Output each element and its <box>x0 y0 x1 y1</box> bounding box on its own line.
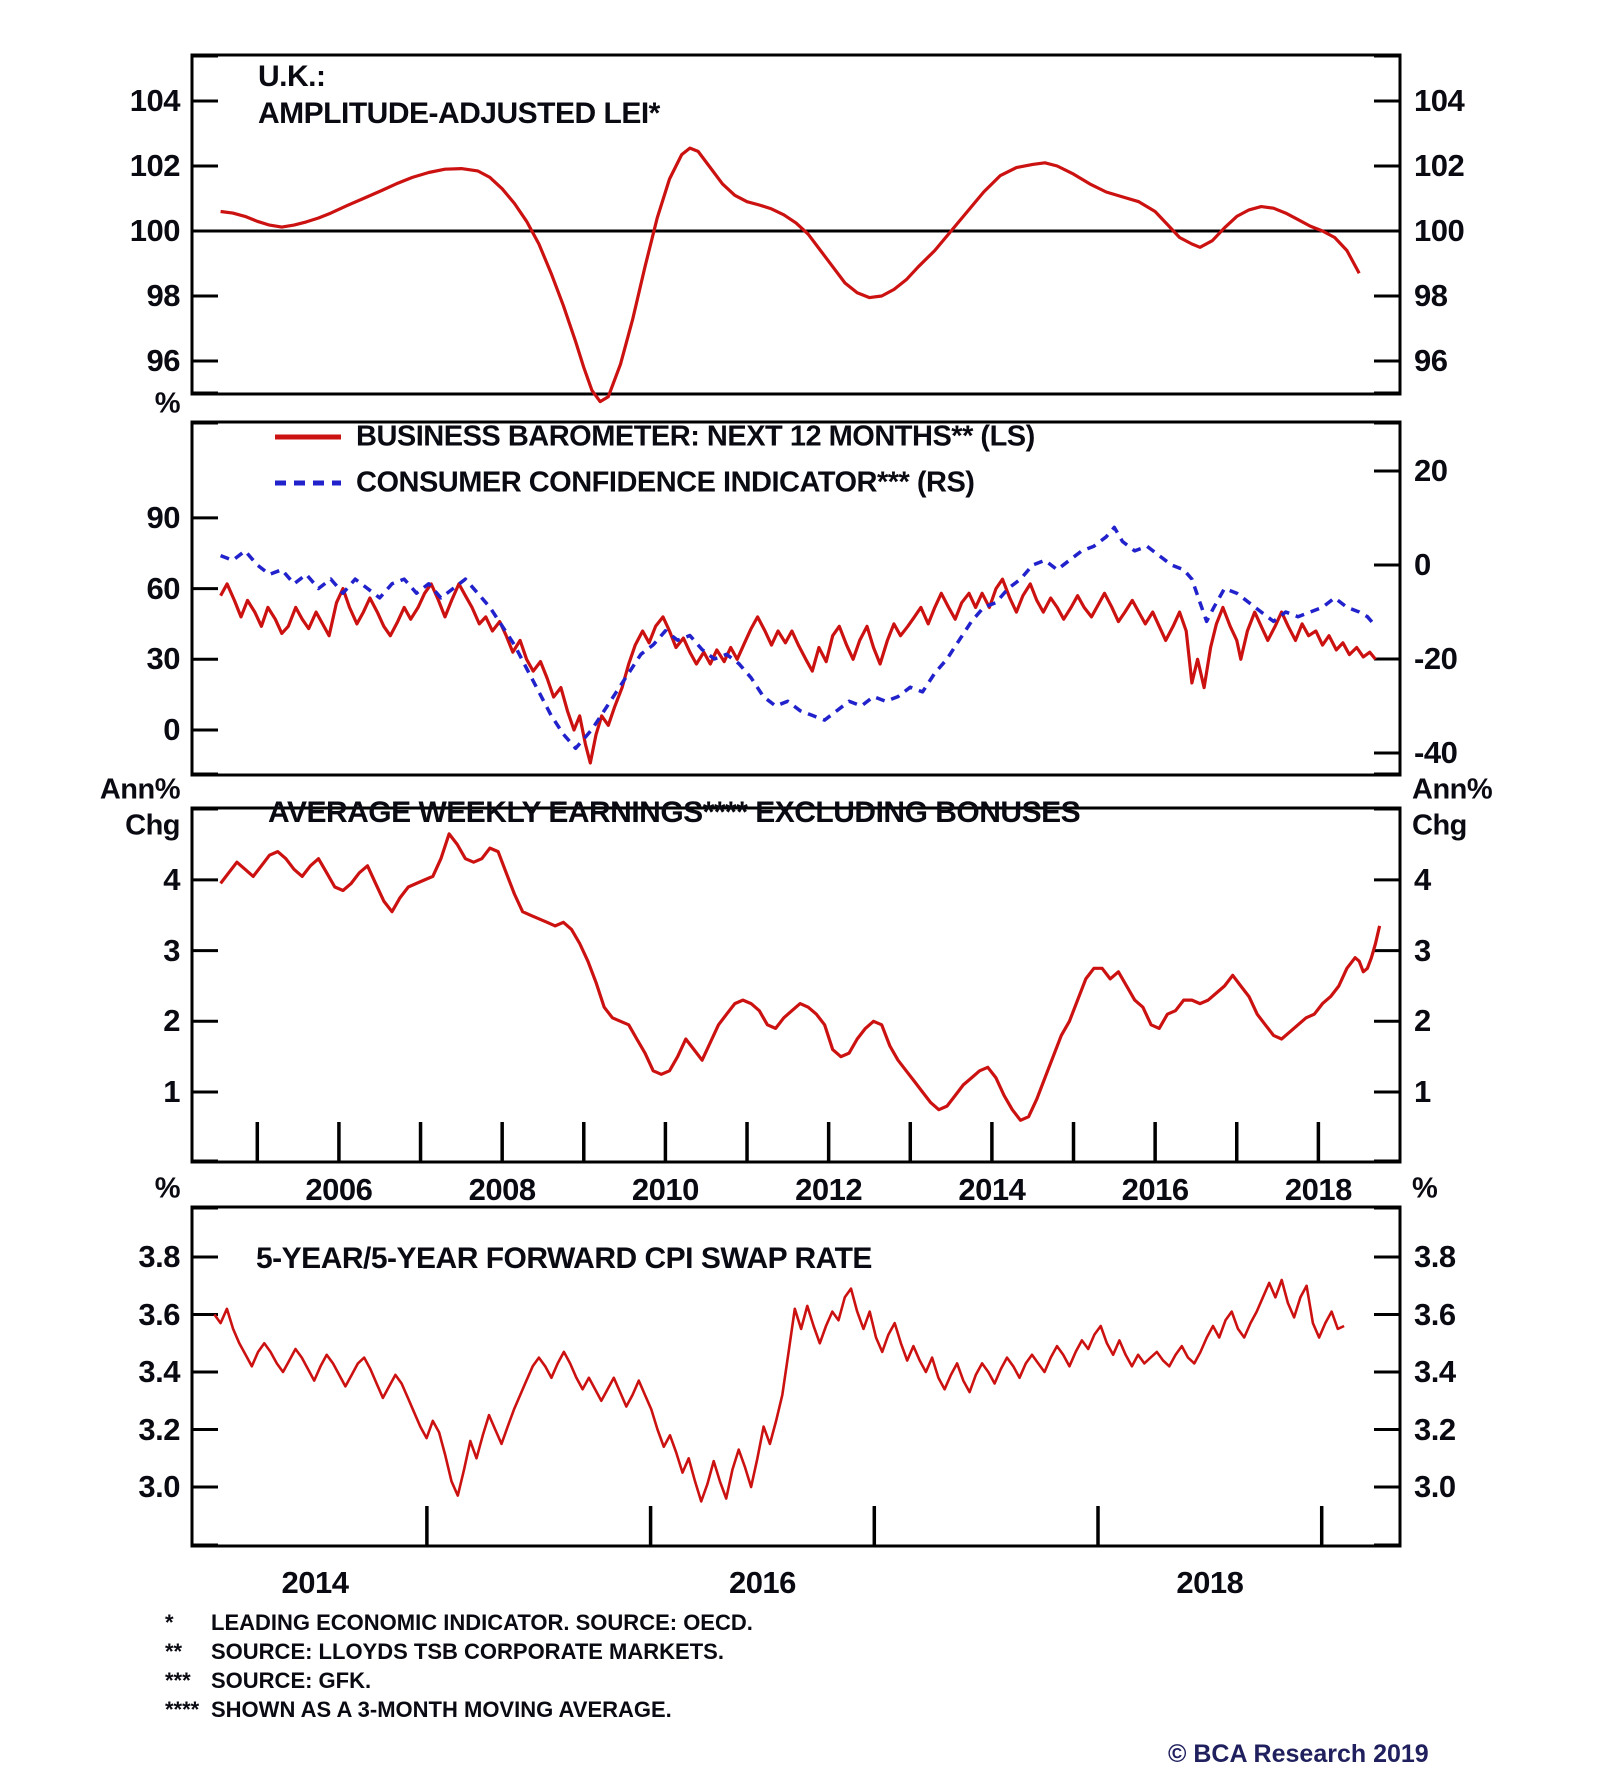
panel1-right-tick-label: 100 <box>1414 213 1465 248</box>
panel4-right-tick-label: 3.6 <box>1414 1296 1456 1332</box>
series-line-blue-dashed <box>221 527 1376 748</box>
panel3-left-axis-unit: Ann% <box>99 773 180 806</box>
footnote-2 <box>165 1639 724 1665</box>
panel4-right-tick-label: 3.2 <box>1414 1411 1456 1447</box>
panel4-left-tick-label: 3.0 <box>138 1469 180 1504</box>
panel4-right-tick-label: 3.0 <box>1414 1469 1456 1504</box>
panel2-right-tick-label: -20 <box>1414 641 1458 676</box>
panel1-left-tick-label: 100 <box>129 213 180 248</box>
panel2-right-tick-label: -40 <box>1414 735 1458 770</box>
panel3-right-tick-label: 4 <box>1414 861 1431 897</box>
footnote-3 <box>165 1668 371 1694</box>
panel1-right-tick-label: 98 <box>1414 278 1448 313</box>
panel2-left-axis-unit: % <box>154 387 180 420</box>
panel3-x-axis-label: 2006 <box>305 1172 373 1207</box>
panel3-right-axis-unit: Chg <box>1412 809 1467 842</box>
panel3-left-axis-unit: Chg <box>125 809 180 842</box>
panel4-right-axis-unit: % <box>1412 1172 1438 1205</box>
footnote-4-marker: **** <box>165 1697 200 1722</box>
copyright-notice: © BCA Research 2019 <box>1168 1740 1429 1768</box>
panel3-frame <box>192 808 1400 1162</box>
panel3-left-tick-label: 1 <box>163 1074 180 1109</box>
panel1-title <box>258 58 660 132</box>
panel3-left-tick-label: 3 <box>163 932 180 968</box>
panel4-left-axis-unit: % <box>154 1172 180 1205</box>
panel1-title-line1: U.K.: <box>258 60 326 93</box>
panel4-x-axis-label: 2014 <box>281 1565 349 1600</box>
footnote-1-text: LEADING ECONOMIC INDICATOR. SOURCE: OECD. <box>211 1610 753 1635</box>
footnote-3-text: SOURCE: GFK. <box>211 1668 372 1693</box>
panel3-right-tick-label: 2 <box>1414 1003 1431 1039</box>
panel4-x-axis-label: 2016 <box>728 1565 796 1600</box>
panel4-left-tick-label: 3.6 <box>138 1296 180 1332</box>
panel4-left-tick-label: 3.4 <box>138 1354 180 1389</box>
footnote-1 <box>165 1610 753 1636</box>
panel2-left-tick-label: 60 <box>146 570 180 606</box>
panel3-x-axis-label: 2008 <box>468 1172 536 1207</box>
series-line-red-solid <box>221 148 1360 402</box>
panel1-right-tick-label: 96 <box>1414 343 1448 378</box>
panel3-x-axis-label: 2018 <box>1284 1172 1352 1207</box>
panel3-x-axis-label: 2016 <box>1121 1172 1189 1207</box>
panel3-x-axis-label: 2012 <box>795 1172 863 1207</box>
panel3-title: AVERAGE WEEKLY EARNINGS**** EXCLUDING BONUSES <box>268 796 1081 829</box>
panel1-right-tick-label: 102 <box>1414 148 1465 183</box>
series-line-red-solid <box>214 1280 1344 1501</box>
panel2-left-tick-label: 90 <box>146 499 180 535</box>
panel1-left-tick-label: 104 <box>129 83 180 118</box>
panel3-x-axis-label: 2014 <box>958 1172 1026 1207</box>
panel3-x-axis-label: 2010 <box>631 1172 699 1207</box>
panel3-right-tick-label: 3 <box>1414 932 1431 968</box>
series-line-red-solid <box>221 834 1380 1120</box>
footnote-3-marker: *** <box>165 1668 191 1693</box>
footnote-1-marker: * <box>165 1610 174 1635</box>
panel4-right-tick-label: 3.4 <box>1414 1354 1456 1389</box>
panel2-left-tick-label: 30 <box>146 641 180 677</box>
panel2-left-tick-label: 0 <box>163 712 180 747</box>
footnote-4 <box>165 1697 672 1723</box>
footnote-2-marker: ** <box>165 1639 183 1664</box>
panel1-right-tick-label: 104 <box>1414 83 1465 118</box>
panel4-right-tick-label: 3.8 <box>1414 1239 1456 1274</box>
panel1-left-tick-label: 96 <box>146 343 180 378</box>
footnote-2-text: SOURCE: LLOYDS TSB CORPORATE MARKETS. <box>211 1639 724 1664</box>
legend-swatch-solid-red <box>275 435 341 440</box>
panel4-left-tick-label: 3.8 <box>138 1239 180 1274</box>
panel4-title: 5-YEAR/5-YEAR FORWARD CPI SWAP RATE <box>256 1242 872 1275</box>
legend-label-consumer-confidence: CONSUMER CONFIDENCE INDICATOR*** (RS) <box>356 466 975 499</box>
panel2-right-tick-label: 0 <box>1414 547 1431 582</box>
panel3-right-axis-unit: Ann% <box>1412 773 1493 806</box>
legend-swatch-dashed-blue <box>275 481 341 486</box>
panel1-left-tick-label: 102 <box>129 148 180 183</box>
panel3-left-tick-label: 4 <box>163 861 180 897</box>
panel1-title-line2: AMPLITUDE-ADJUSTED LEI* <box>258 97 660 130</box>
panel3-left-tick-label: 2 <box>163 1003 180 1039</box>
panel1-left-tick-label: 98 <box>146 278 180 313</box>
panel3-right-tick-label: 1 <box>1414 1074 1431 1109</box>
panel4-left-tick-label: 3.2 <box>138 1411 180 1447</box>
panel2-right-tick-label: 20 <box>1414 453 1448 488</box>
footnote-4-text: SHOWN AS A 3-MONTH MOVING AVERAGE. <box>211 1697 672 1722</box>
panel4-x-axis-label: 2018 <box>1176 1565 1244 1600</box>
legend-label-business-barometer: BUSINESS BAROMETER: NEXT 12 MONTHS** (LS) <box>356 420 1035 453</box>
